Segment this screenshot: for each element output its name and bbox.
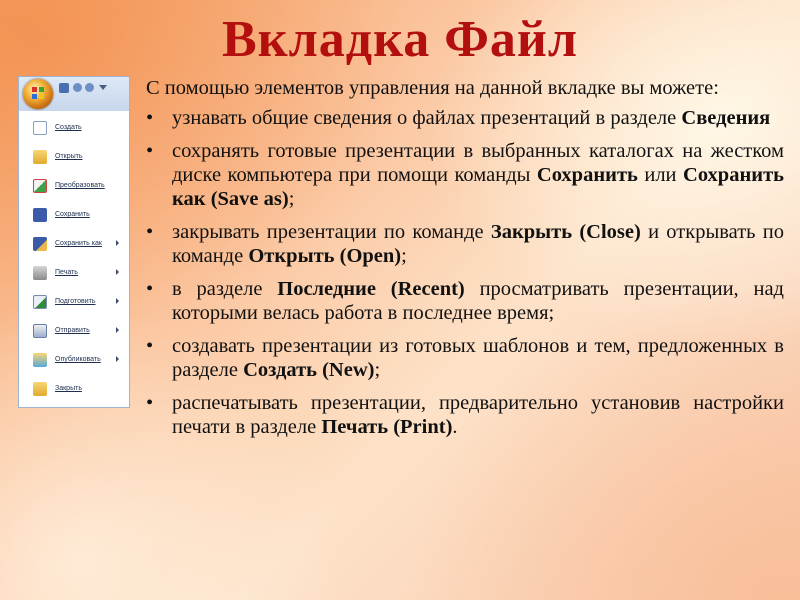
convert-icon (33, 179, 47, 193)
publish-icon (33, 353, 47, 367)
menu-item-label: Опубликовать (55, 356, 101, 363)
printer-icon (33, 266, 47, 280)
office-menu-screenshot (18, 76, 130, 408)
menu-item-close[interactable] (19, 374, 129, 403)
open-folder-icon (33, 150, 47, 164)
bullet-item: • узнавать общие сведения о файлах презентаций в разделе Сведения (146, 106, 784, 130)
redo-icon[interactable] (85, 83, 94, 92)
menu-item-publish[interactable] (19, 345, 129, 374)
submenu-arrow-icon (116, 298, 119, 304)
bullet-item: • закрывать презентации по команде Закрыть (Close) и открывать по команде Открыть (Open); (146, 220, 784, 268)
menu-item-label: Сохранить (55, 211, 90, 218)
menu-item-label: Печать (55, 269, 78, 276)
bullet-item: • распечатывать презентации, предварительно установив настройки печати в разделе Печать (Print). (146, 391, 784, 439)
menu-item-label: Отправить (55, 327, 90, 334)
intro-text: С помощью элементов управления на данной вкладке вы можете: (146, 77, 719, 99)
bullet-item: • сохранять готовые презентации в выбранных каталогах на жестком диске компьютера при помощи команды Сохранить или Сохранить как (Save as); (146, 139, 784, 211)
save-as-icon (33, 237, 47, 251)
menu-item-label: Создать (55, 124, 82, 131)
new-document-icon (33, 121, 47, 135)
submenu-arrow-icon (116, 327, 119, 333)
menu-item-convert[interactable] (19, 171, 129, 200)
menu-item-label: Закрыть (55, 385, 82, 392)
bullet-item: • в разделе Последние (Recent) просматривать презентации, над которыми велась работа в последнее время; (146, 277, 784, 325)
send-icon (33, 324, 47, 338)
undo-icon[interactable] (73, 83, 82, 92)
quick-access-toolbar (19, 77, 129, 112)
menu-item-send[interactable] (19, 316, 129, 345)
menu-item-label: Подготовить (55, 298, 96, 305)
menu-item-open[interactable] (19, 142, 129, 171)
office-menu-list (19, 111, 129, 407)
bullet-item: • создавать презентации из готовых шаблонов и тем, предложенных в разделе Создать (New); (146, 334, 784, 382)
close-folder-icon (33, 382, 47, 396)
bullet-list (146, 106, 784, 439)
menu-item-new[interactable] (19, 113, 129, 142)
customize-dropdown-icon[interactable] (99, 85, 107, 90)
menu-item-save[interactable] (19, 200, 129, 229)
menu-item-prepare[interactable] (19, 287, 129, 316)
save-disk-icon (33, 208, 47, 222)
prepare-icon (33, 295, 47, 309)
office-button-icon[interactable] (23, 79, 53, 109)
menu-item-label: Сохранить как (55, 240, 102, 247)
menu-item-print[interactable] (19, 258, 129, 287)
menu-item-save-as[interactable] (19, 229, 129, 258)
slide-title: Вкладка Файл (221, 11, 579, 68)
save-icon[interactable] (59, 83, 69, 93)
submenu-arrow-icon (116, 269, 119, 275)
menu-item-label: Преобразовать (55, 182, 105, 189)
submenu-arrow-icon (116, 240, 119, 246)
slide-body (146, 76, 784, 448)
submenu-arrow-icon (116, 356, 119, 362)
menu-item-label: Открыть (55, 153, 83, 160)
